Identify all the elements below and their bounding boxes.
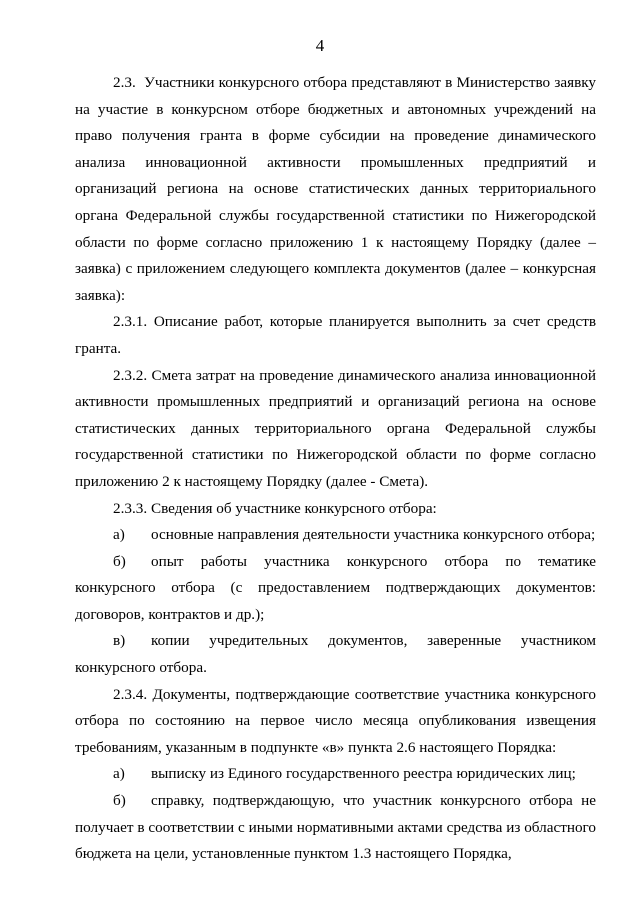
list-item-v [75,628,596,681]
paragraph-2-3 [75,70,596,309]
paragraph-text: 2.3.3. Сведения об участнике конкурсного отбора: [113,499,437,517]
list-item-a-2 [75,761,596,788]
list-item-text: копии учредительных документов, заверенные участником конкурсного отбора. [75,632,596,677]
list-item-b-2 [75,788,596,868]
paragraph-text: 2.3.4. Документы, подтверждающие соответствие участника конкурсного отбора по состоянию на первое число месяца опубликования извещения требованиям, указанным в подпункте «в» пункта 2.6 настоящего Порядка: [75,685,596,756]
paragraph-2-3-3 [75,496,596,523]
list-marker: б) [113,552,126,570]
list-marker: б) [113,792,126,810]
list-item-a [75,522,596,549]
paragraph-2-3-4 [75,682,596,762]
list-item-text: основные направления деятельности участника конкурсного отбора; [151,526,596,544]
paragraph-text: 2.3.2. Смета затрат на проведение динамического анализа инновационной активности промышленных предприятий и организаций региона на основе статистических данных территориального органа Федеральной службы государственной статистики по Нижегородской области по форме согласно приложению 2 к настоящему Порядку (далее - Смета). [75,366,596,490]
list-marker: а) [113,526,125,544]
list-item-text: справку, подтверждающую, что участник конкурсного отбора не получает в соответствии с иными нормативными актами средства из областного бюджета на цели, установленные пунктом 1.3 настоящего Порядка, [75,792,596,863]
list-marker: а) [113,765,125,783]
paragraph-2-3-2 [75,363,596,496]
list-item-text: опыт работы участника конкурсного отбора по тематике конкурсного отбора (с предоставлением подтверждающих документов: договоров, контрактов и др.); [75,552,596,623]
document-body [75,70,596,868]
paragraph-2-3-1 [75,309,596,362]
paragraph-text: 2.3. Участники конкурсного отбора представляют в Министерство заявку на участие в конкурсном отборе бюджетных и автономных учреждений на право получения гранта в форме субсидии на проведение динамического анализа инновационной активности промышленных предприятий и организаций региона на основе статистических данных территориального органа Федеральной службы государственной статистики по Нижегородской области по форме согласно приложению 1 к настоящему Порядку (далее – заявка) с приложением следующего комплекта документов (далее – конкурсная заявка): [75,74,596,304]
list-item-b [75,549,596,629]
list-marker: в) [113,632,126,650]
list-item-text: выписку из Единого государственного реестра юридических лиц; [151,765,576,783]
paragraph-text: 2.3.1. Описание работ, которые планируется выполнить за счет средств гранта. [75,313,596,357]
page-number: 4 [315,36,325,55]
